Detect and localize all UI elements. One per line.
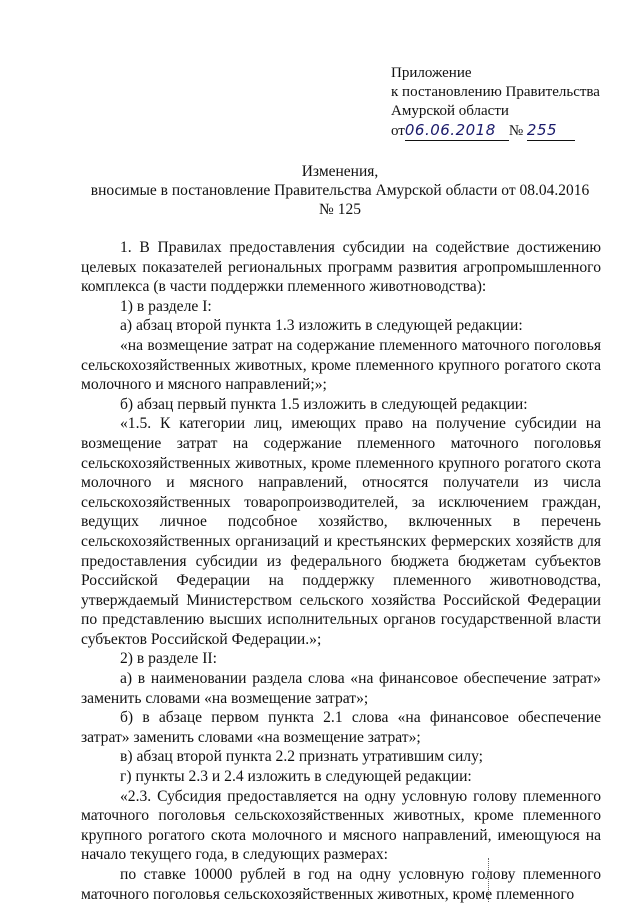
paragraph: «1.5. К категории лиц, имеющих право на получение субсидии на возмещение затрат на содержание племенного маточного поголовья сельскохозяйственных животных, кроме племенного крупного рогатого скота молочного и мясного направлений, относятся получатели из числа сельскохозяйственных товаропроизводителей, за исключением граждан, ведущих личное подсобное хозяйство, включенных в перечень сельскохозяйственных организаций и крестьянских фермерских хозяйств для предоставления субсидии из федерального бюджета бюджетам субъектов Российской Федерации на поддержку племенного животноводства, утверждаемый Министерством сельского хозяйства Российской Федерации по представлению высших исполнительных органов государственной власти субъектов Российской Федерации.»; bbox=[81, 415, 601, 648]
handwritten-number: 255 bbox=[527, 121, 575, 141]
appendix-label: Приложение bbox=[391, 65, 472, 81]
appendix-region: Амурской области bbox=[391, 103, 509, 119]
paragraph: б) в абзаце первом пункта 2.1 слова «на финансовое обеспечение затрат» заменить словами «на возмещение затрат»; bbox=[81, 709, 601, 746]
date-prefix: от bbox=[391, 123, 405, 139]
document-title bbox=[70, 162, 610, 219]
appendix-header bbox=[391, 64, 600, 141]
document-body bbox=[81, 238, 601, 904]
paragraph: «на возмещение затрат на содержание племенного маточного поголовья сельскохозяйственных животных, кроме племенного крупного рогатого скота молочного и мясного направлений;»; bbox=[81, 336, 601, 394]
handwritten-date: 06.06.2018 bbox=[405, 121, 509, 141]
paragraph: а) в наименовании раздела слова «на финансовое обеспечение затрат» заменить словами «на возмещение затрат»; bbox=[81, 670, 601, 707]
number-sign: № bbox=[508, 123, 524, 139]
paragraph: по ставке 10000 рублей в год на одну условную голову племенного маточного поголовья сельскохозяйственных животных, кроме племенного bbox=[81, 866, 601, 903]
paragraph: а) абзац второй пункта 1.3 изложить в следующей редакции: bbox=[120, 317, 523, 335]
paragraph: г) пункты 2.3 и 2.4 изложить в следующей редакции: bbox=[120, 768, 472, 786]
paragraph: в) абзац второй пункта 2.2 признать утратившим силу; bbox=[120, 748, 483, 766]
title-line-3: № 125 bbox=[319, 201, 361, 218]
binding-stitch-mark bbox=[488, 858, 490, 902]
appendix-resolution: к постановлению Правительства bbox=[391, 84, 600, 100]
paragraph: 1) в разделе I: bbox=[120, 297, 212, 315]
paragraph: б) абзац первый пункта 1.5 изложить в следующей редакции: bbox=[120, 395, 528, 413]
title-line-2: вносимые в постановление Правительства Амурской области от 08.04.2016 bbox=[90, 182, 590, 199]
paragraph: 1. В Правилах предоставления субсидии на содействие достижению целевых показателей региональных программ развития агропромышленного комплекса (в части поддержки племенного животноводства): bbox=[81, 239, 601, 296]
paragraph: «2.3. Субсидия предоставляется на одну условную голову племенного маточного поголовья сельскохозяйственных животных, кроме племенного крупного рогатого скота молочного и мясного направлений, имеющуюся на начало текущего года, в следующих размерах: bbox=[81, 787, 601, 864]
paragraph: 2) в разделе II: bbox=[120, 650, 217, 668]
appendix-date-line bbox=[391, 121, 600, 141]
title-line-1: Изменения, bbox=[301, 163, 379, 180]
